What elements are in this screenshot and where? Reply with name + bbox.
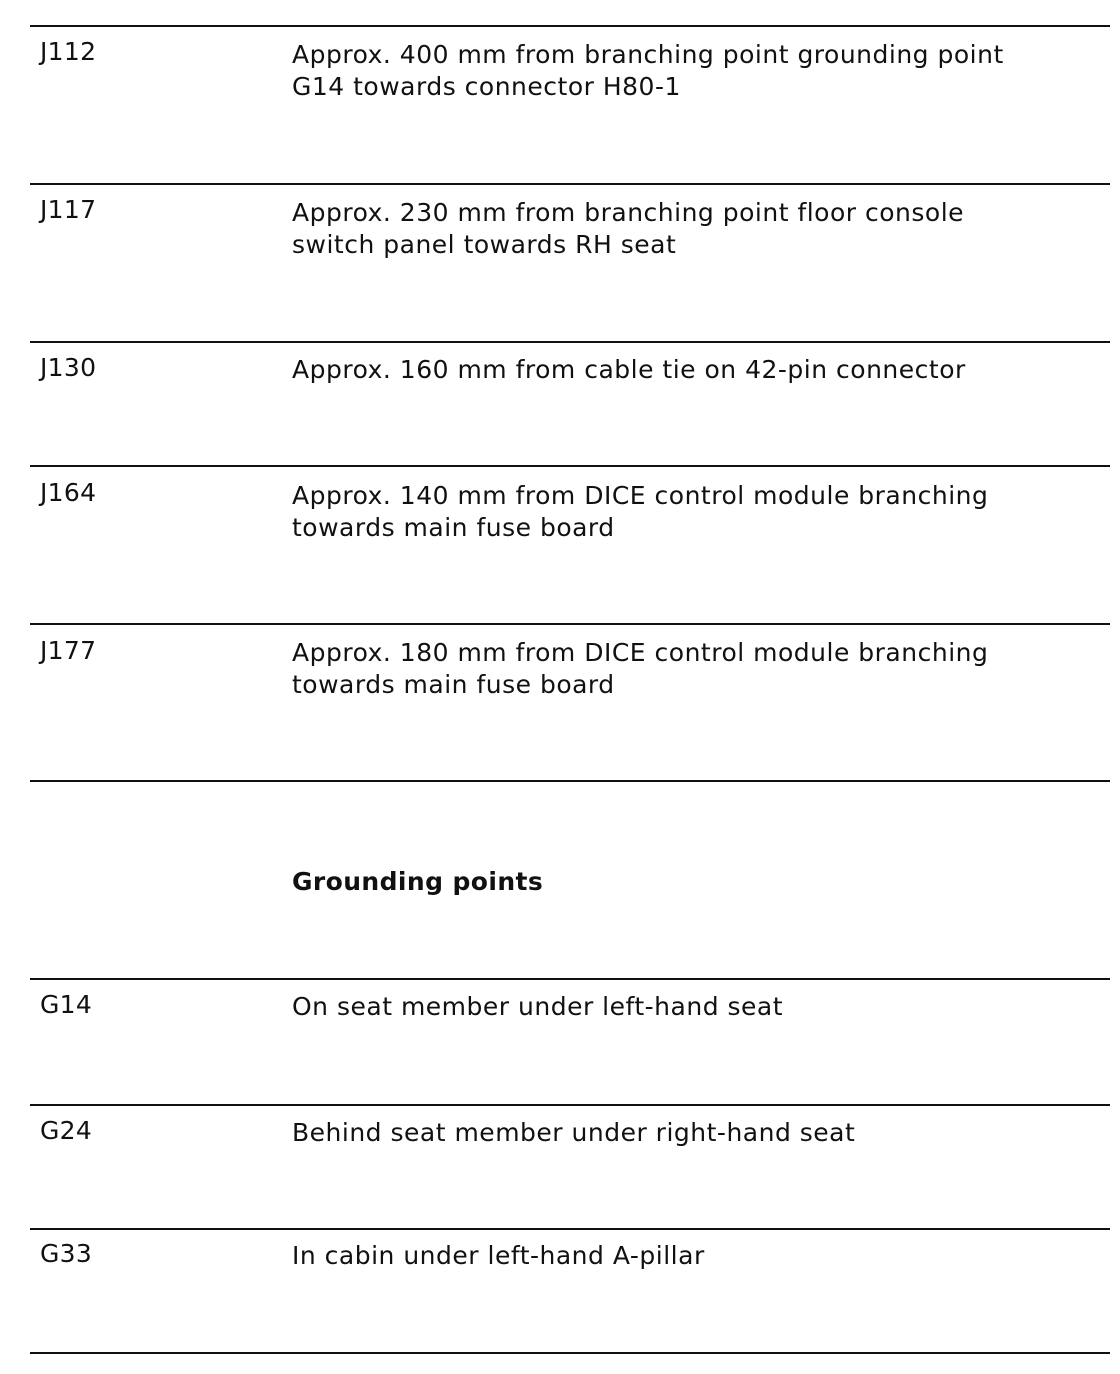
description-line: towards main fuse board <box>292 670 615 699</box>
junction-code: J117 <box>40 195 97 224</box>
junction-description <box>292 480 1092 544</box>
junction-description <box>292 637 1092 701</box>
row-divider <box>30 1352 1110 1354</box>
junction-description <box>292 39 1092 103</box>
row-divider <box>30 183 1110 185</box>
grounding-points-heading: Grounding points <box>292 867 544 896</box>
row-divider <box>30 978 1110 980</box>
grounding-description: In cabin under left-hand A-pillar <box>292 1241 705 1270</box>
grounding-code: G33 <box>40 1239 93 1268</box>
grounding-description: Behind seat member under right-hand seat <box>292 1118 856 1147</box>
junction-code: J177 <box>40 636 97 665</box>
junction-description <box>292 354 1092 386</box>
description-line: Approx. 230 mm from branching point floor console <box>292 198 965 227</box>
description-line: Approx. 180 mm from DICE control module branching <box>292 638 989 667</box>
grounding-code: G14 <box>40 990 93 1019</box>
description-line: switch panel towards RH seat <box>292 230 677 259</box>
description-line: Approx. 140 mm from DICE control module branching <box>292 481 989 510</box>
junction-code: J112 <box>40 37 97 66</box>
row-divider <box>30 1228 1110 1230</box>
description-line: Approx. 400 mm from branching point grounding point <box>292 40 1004 69</box>
row-divider <box>30 465 1110 467</box>
junction-description <box>292 197 1092 261</box>
row-divider <box>30 25 1110 27</box>
grounding-code: G24 <box>40 1116 93 1145</box>
description-line: Approx. 160 mm from cable tie on 42-pin connector <box>292 355 966 384</box>
description-line: towards main fuse board <box>292 513 615 542</box>
row-divider <box>30 341 1110 343</box>
junction-code: J130 <box>40 353 97 382</box>
row-divider <box>30 780 1110 782</box>
row-divider <box>30 623 1110 625</box>
row-divider <box>30 1104 1110 1106</box>
junction-code: J164 <box>40 478 97 507</box>
description-line: G14 towards connector H80-1 <box>292 72 681 101</box>
grounding-description: On seat member under left-hand seat <box>292 992 784 1021</box>
